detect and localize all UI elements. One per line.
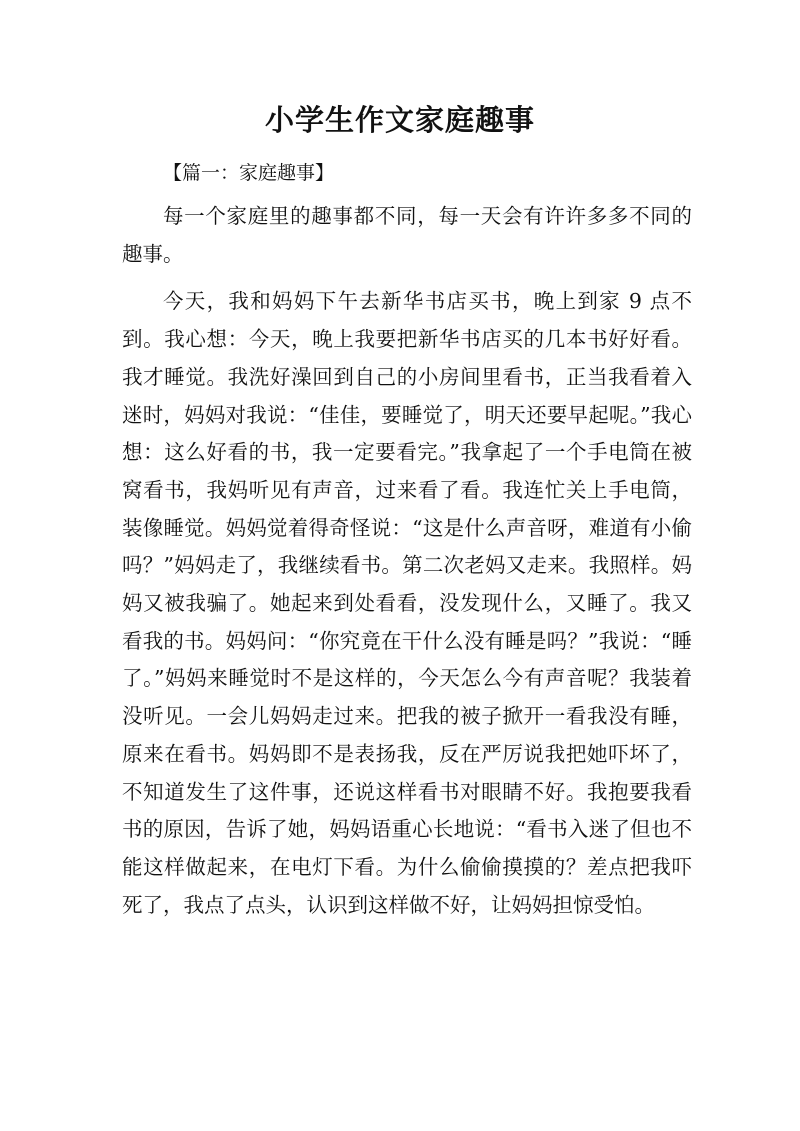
document-title: 小学生作文家庭趣事 [264, 103, 535, 137]
paragraph-story: 今天，我和妈妈下午去新华书店买书，晚上到家 9 点不到。我心想：今天，晚上我要把新华书店买的几本书好好看。我才睡觉。我洗好澡回到自己的小房间里看书，正当我看着入迷时，妈妈对我说：“佳佳，要睡觉了，明天还要早起呢。”我心想：这么好看的书，我一定要看完。”我拿起了一个手电筒在被窝看书，我妈听见有声音，过来看了看。我连忙关上手电筒，装像睡觉。妈妈觉着得奇怪说：“这是什么声音呀，难道有小偷吗？”妈妈走了，我继续看书。第二次老妈又走来。我照样。妈妈又被我骗了。她起来到处看看，没发现什么，又睡了。我又看我的书。妈妈问：“你究竟在干什么没有睡是吗？”我说：“睡了。”妈妈来睡觉时不是这样的，今天怎么今有声音呢？我装着没听见。一会儿妈妈走过来。把我的被子掀开一看我没有睡，原来在看书。妈妈即不是表扬我，反在严厉说我把她吓坏了，不知道发生了这件事，还说这样看书对眼睛不好。我抱要我看书的原因，告诉了她，妈妈语重心长地说：“看书入迷了但也不能这样做起来，在电灯下看。为什么偷偷摸摸的？差点把我吓死了，我点了点头，认识到这样做不好，让妈妈担惊受怕。 [122, 289, 692, 917]
body-text [122, 198, 692, 924]
paragraph-intro: 每一个家庭里的趣事都不同，每一天会有许许多多不同的趣事。 [122, 204, 692, 266]
section-heading: 【篇一：家庭趣事】 [163, 162, 335, 184]
